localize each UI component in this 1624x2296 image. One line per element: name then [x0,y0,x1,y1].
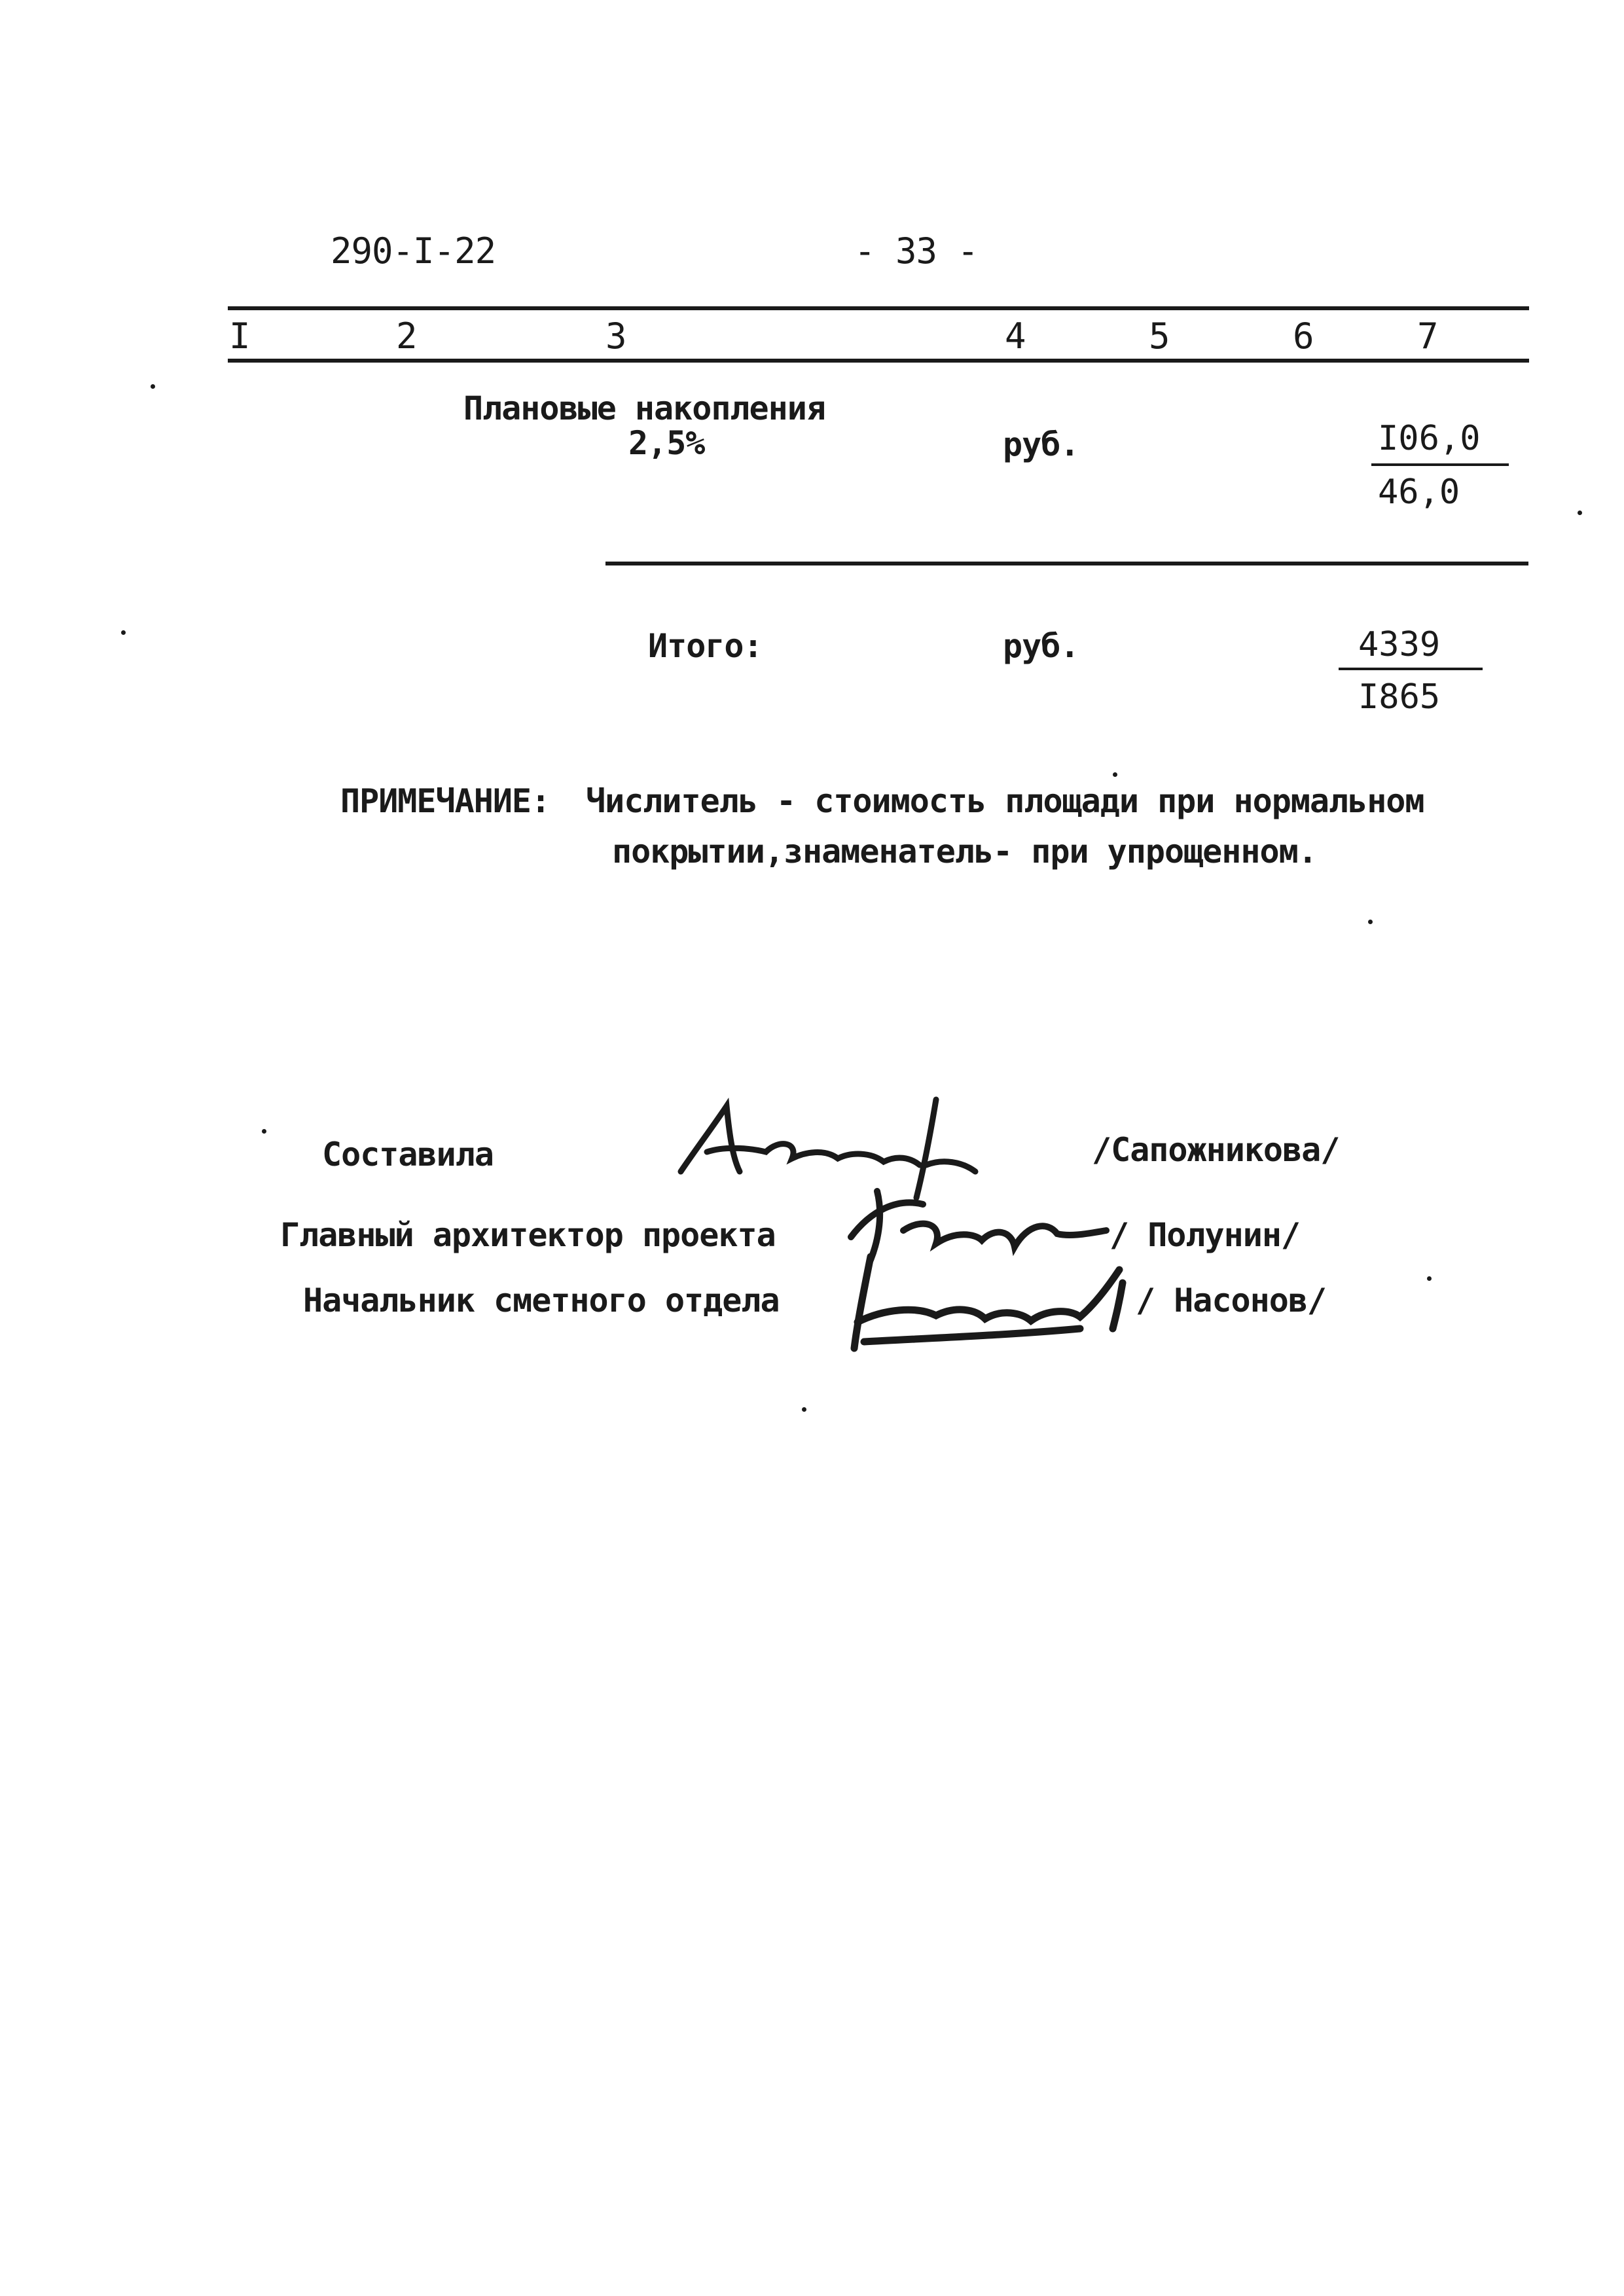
signature-role-chief-architect: Главный архитектор проекта [280,1216,776,1254]
signature-name-estimate-head: / Насонов/ [1136,1282,1327,1319]
row-value-numerator: I06,0 [1378,419,1481,458]
scan-speck [1113,772,1117,777]
document-code: 290-I-22 [331,230,496,272]
signature-role-compiled: Составила [322,1136,494,1174]
signature-role-estimate-head: Начальник сметного отдела [303,1282,780,1319]
row-item-name: Плановые накопления [463,389,825,427]
signature-name-compiled: /Сапожникова/ [1092,1131,1340,1169]
scan-speck [1427,1276,1432,1281]
table-header-bottom-rule [228,359,1529,363]
fraction-bar [1371,463,1509,466]
row-value-denominator: 46,0 [1378,473,1460,512]
note-line-1: Числитель - стоимость площади при нормальном [586,782,1424,820]
scan-speck [121,630,126,635]
column-header-5: 5 [1149,315,1170,357]
scan-speck [1578,511,1582,515]
total-separator-rule [605,562,1528,565]
scan-speck [262,1129,266,1134]
row-unit: руб. [1003,425,1079,463]
column-header-6: 6 [1293,315,1314,357]
total-fraction-bar [1339,668,1483,670]
page-number: - 33 - [854,230,979,272]
row-item-rate: 2,5% [628,424,705,462]
note-label: ПРИМЕЧАНИЕ: [340,782,550,820]
column-header-1: I [229,315,250,357]
scan-speck [1368,920,1373,924]
table-top-rule [228,306,1529,310]
handwritten-signature-3 [844,1244,1159,1361]
scan-speck [802,1407,806,1412]
scan-speck [151,384,155,389]
column-header-3: 3 [605,315,626,357]
total-label: Итого: [648,627,763,665]
column-header-2: 2 [396,315,417,357]
signature-name-chief-architect: / Полунин/ [1110,1216,1301,1254]
column-header-7: 7 [1417,315,1438,357]
column-header-4: 4 [1005,315,1026,357]
total-unit: руб. [1003,627,1079,665]
total-value-numerator: 4339 [1358,625,1441,664]
note-line-2: покрытии,знаменатель- при упрощенном. [612,833,1317,870]
total-value-denominator: I865 [1358,677,1441,717]
